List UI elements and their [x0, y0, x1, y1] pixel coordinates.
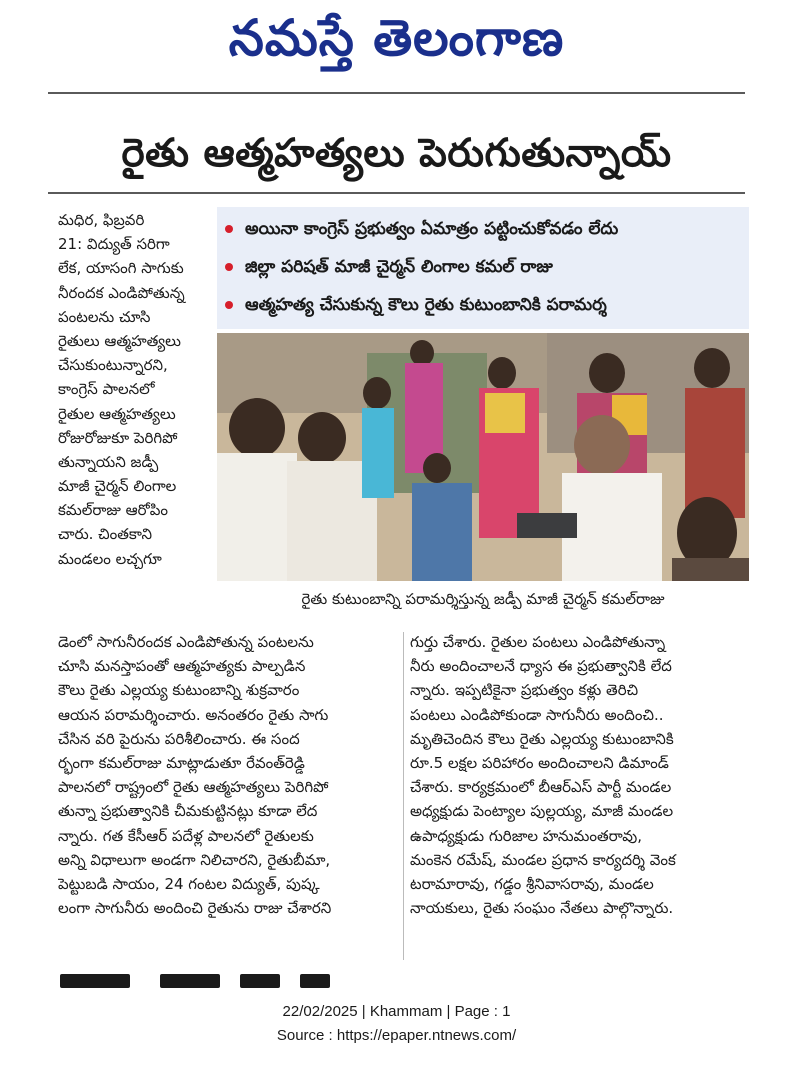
- text-line: చూసి మనస్తాపంతో ఆత్మహత్యకు పాల్పడిన: [58, 657, 306, 676]
- text-line: ఉపాధ్యక్షుడు గురిజాల హనుమంతరావు,: [410, 826, 643, 845]
- text-line: చేశారు. కార్యక్రమంలో బీఆర్‌ఎస్ పార్టీ మండల: [410, 778, 672, 797]
- text-line: మధిర, ఫిబ్రవరి: [58, 211, 145, 229]
- photo-caption: రైతు కుటుంబాన్ని పరామర్శిస్తున్న జడ్పీ మాజీ చైర్మన్ కమల్‌రాజు: [301, 590, 665, 608]
- text-line: నీరు అందించాలనే ధ్యాస ఈ ప్రభుత్వానికి లేద: [410, 657, 672, 676]
- masthead: [0, 6, 793, 76]
- article-column-left: [58, 208, 208, 571]
- text-line: పంటలు ఎండిపోకుండా సాగునీరు అందించి..: [410, 705, 664, 724]
- masthead-rule: [48, 92, 745, 94]
- text-line: డెంలో సాగునీరందక ఎండిపోతున్న పంటలను: [58, 633, 314, 651]
- text-line: రోజురోజుకూ పెరిగిపో: [58, 428, 178, 447]
- text-line: పంటలను చూసి: [58, 307, 151, 326]
- text-line: నీరందక ఎండిపోతున్న: [58, 283, 185, 302]
- bullet-item: [217, 210, 749, 248]
- bullet-highlights: [217, 207, 749, 329]
- text-line: కౌలు రైతు ఎల్లయ్య కుటుంబాన్ని శుక్రవారం: [58, 681, 300, 700]
- text-line: మండలం లచ్చగూ: [58, 549, 162, 568]
- article-column-bottom-left: [58, 630, 398, 920]
- text-line: మంకెన రమేష్, మండల ప్రధాన కార్యదర్శి వెంక: [410, 850, 676, 869]
- column-divider: [403, 632, 404, 960]
- photo-illustration: [217, 333, 749, 581]
- footer-source: Source : https://epaper.ntnews.com/: [276, 1027, 517, 1044]
- text-line: మాజీ చైర్మన్ లింగాల: [58, 477, 177, 496]
- bullet-dot-icon: [225, 225, 233, 233]
- text-line: న్నారు. ఇప్పటికైనా ప్రభుత్వం కళ్లు తెరిచి: [410, 681, 639, 700]
- bullet-text: అయినా కాంగ్రెస్ ప్రభుత్వం ఏమాత్రం పట్టించుకోవడం లేదు: [245, 219, 619, 239]
- text-line: 21: విద్యుత్ సరిగా: [58, 235, 170, 254]
- news-photo: [217, 333, 749, 581]
- text-line: టరామారావు, గడ్డం శ్రీనివాసరావు, మండల: [410, 874, 654, 893]
- bullet-item: [217, 286, 749, 324]
- bullet-dot-icon: [225, 263, 233, 271]
- text-line: పాలనలో రాష్ట్రంలో రైతు ఆత్మహత్యలు పెరిగిపో: [58, 778, 329, 797]
- text-line: రైతులు ఆత్మహత్యలు: [58, 331, 181, 350]
- bullet-text: జిల్లా పరిషత్ మాజీ చైర్మన్ లింగాల కమల్ రాజు: [245, 257, 553, 277]
- text-line: చారు. చింతకాని: [58, 525, 153, 544]
- bullet-text: ఆత్మహత్య చేసుకున్న కౌలు రైతు కుటుంబానికి పరామర్శ: [245, 295, 607, 315]
- text-line: నాయకులు, రైతు సంఘం నేతలు పాల్గొన్నారు.: [410, 899, 674, 918]
- text-line: అధ్యక్షుడు పెంట్యాల పుల్లయ్య, మాజీ మండల: [410, 802, 674, 821]
- text-line: అన్ని విధాలుగా అండగా నిలిచారని, రైతుబీమా,: [58, 850, 331, 869]
- masthead-logo-text: నమస్తే తెలంగాణ: [228, 9, 565, 67]
- text-line: కాంగ్రెస్ పాలనలో: [58, 380, 155, 399]
- headline: రైతు ఆత్మహత్యలు పెరుగుతున్నాయ్: [121, 131, 672, 176]
- text-line: తున్నా ప్రభుత్వానికి చీమకుట్టినట్లు కూడా లేద: [58, 802, 318, 821]
- footer-date-edition: 22/02/2025 | Khammam | Page : 1: [282, 1003, 511, 1020]
- text-line: రైతుల ఆత్మహత్యలు: [58, 404, 176, 423]
- text-line: ర్భంగా కమల్‌రాజు మాట్లాడుతూ రేవంత్‌రెడ్డి: [58, 753, 305, 772]
- text-line: లేక, యాసంగి సాగుకు: [58, 259, 184, 278]
- headline-rule: [48, 192, 745, 194]
- text-line: ఆయన పరామర్శించారు. అనంతరం రైతు సాగు: [58, 705, 329, 724]
- article-column-bottom-right: [410, 630, 750, 920]
- page-footer: [0, 1000, 793, 1048]
- text-line: చేసిన వరి పైరును పరిశీలించారు. ఈ సంద: [58, 729, 300, 748]
- text-line: న్నారు. గత కేసీఆర్ పదేళ్ల పాలనలో రైతులకు: [58, 826, 314, 845]
- text-line: మృతిచెందిన కౌలు రైతు ఎల్లయ్య కుటుంబానికి: [410, 729, 674, 748]
- text-line: గుర్తు చేశారు. రైతుల పంటలు ఎండిపోతున్నా: [410, 633, 666, 651]
- text-line: కమల్‌రాజు ఆరోపిం: [58, 501, 168, 520]
- bullet-item: [217, 248, 749, 286]
- text-line: చేసుకుంటున్నారని,: [58, 356, 168, 375]
- cropped-text-fragment: [50, 970, 750, 988]
- text-line: రూ.5 లక్షల పరిహారం అందించాలని డిమాండ్: [410, 753, 669, 772]
- text-line: పెట్టుబడి సాయం, 24 గంటల విద్యుత్, పుష్క: [58, 874, 320, 893]
- text-line: తున్నాయని జడ్పీ: [58, 452, 159, 471]
- text-line: లంగా సాగునీరు అందించి రైతును రాజు చేశారని: [58, 899, 332, 918]
- bullet-dot-icon: [225, 301, 233, 309]
